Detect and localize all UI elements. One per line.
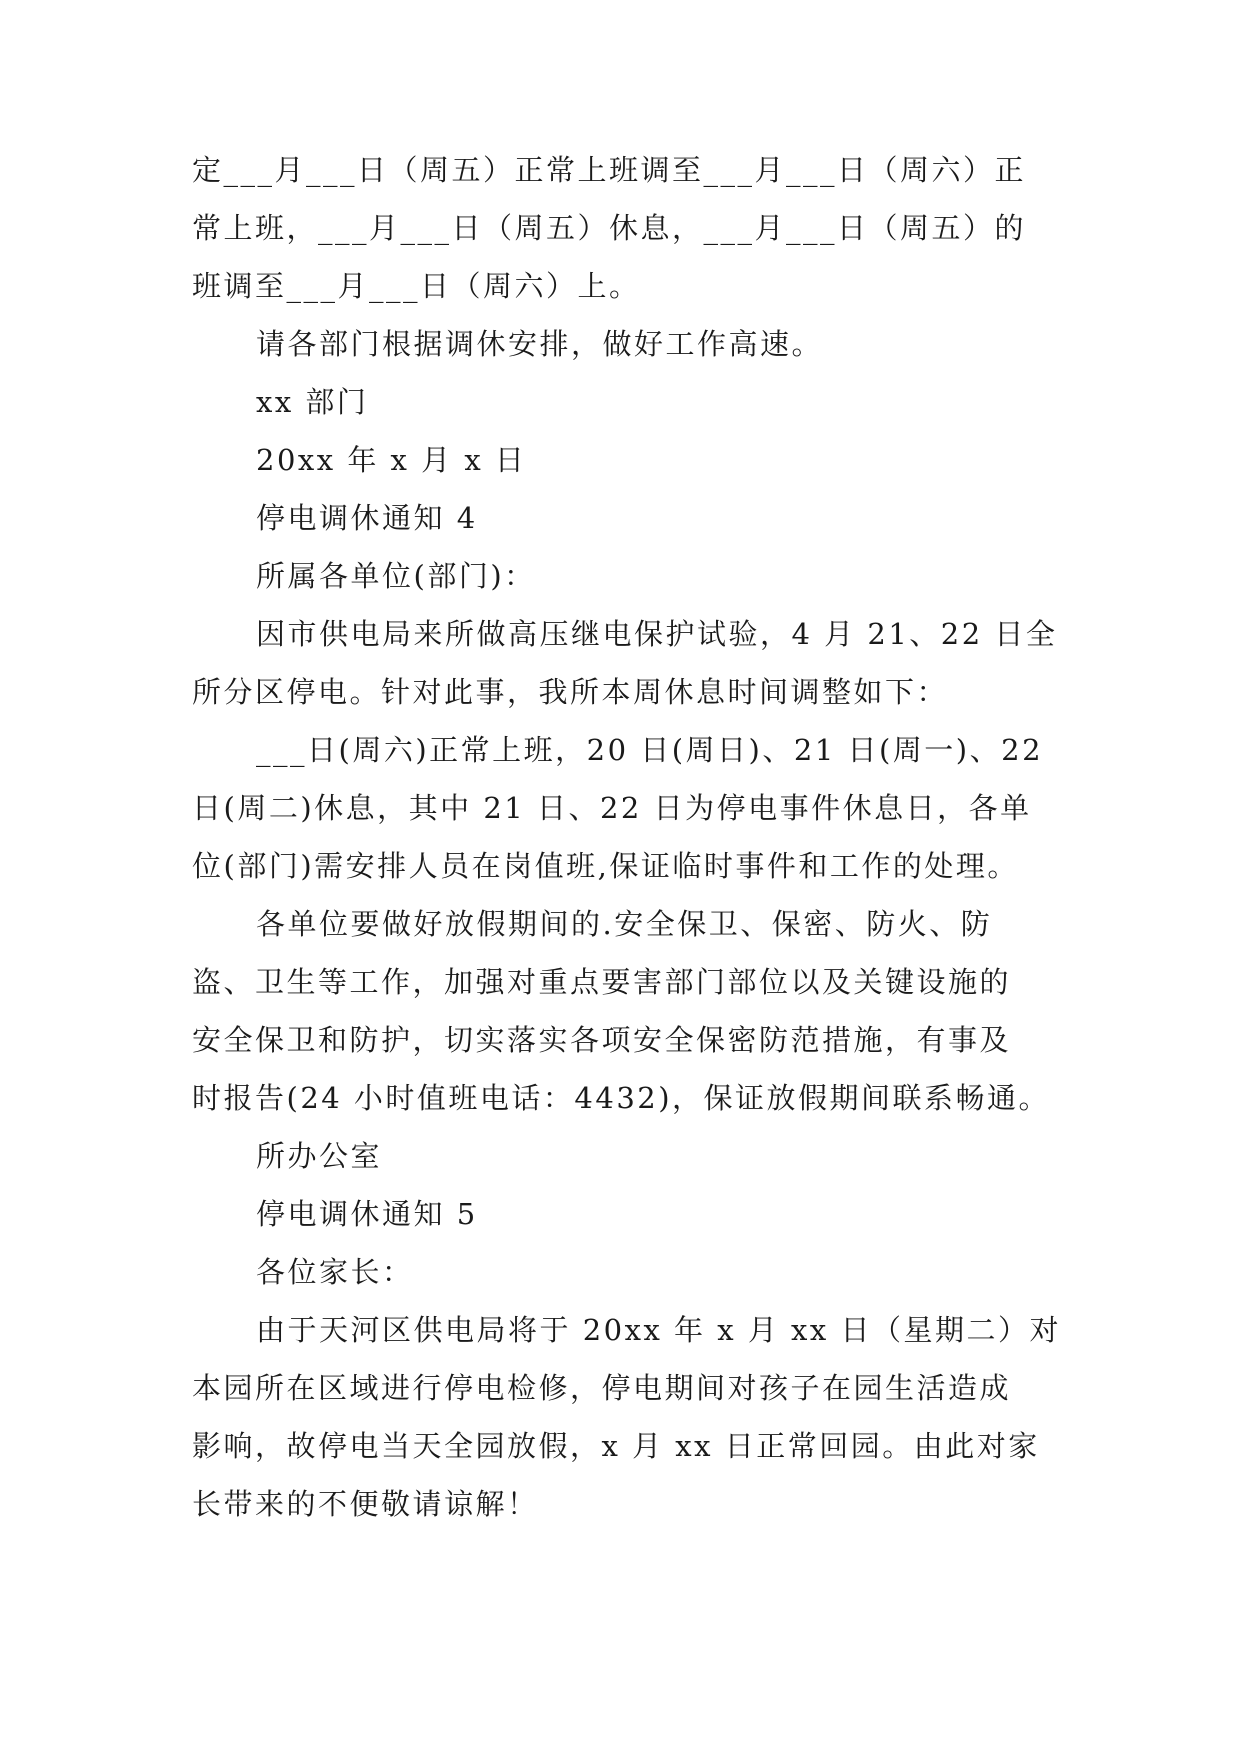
text-line: 常上班，___月___日（周五）休息，___月___日（周五）的 <box>192 211 1027 245</box>
text-line: 所属各单位(部门)： <box>256 559 536 593</box>
text-line: xx 部门 <box>256 385 369 419</box>
text-line: 班调至___月___日（周六）上。 <box>192 269 641 303</box>
section-title: 停电调休通知 5 <box>256 1197 478 1231</box>
text-line: 影响，故停电当天全园放假，x 月 xx 日正常回园。由此对家 <box>192 1429 1040 1463</box>
text-line: 各单位要做好放假期间的.安全保卫、保密、防火、防 <box>256 907 993 941</box>
text-line: 因市供电局来所做高压继电保护试验，4 月 21、22 日全 <box>256 617 1058 651</box>
text-line: 日(周二)休息，其中 21 日、22 日为停电事件休息日，各单 <box>192 791 1032 825</box>
text-line: 20xx 年 x 月 x 日 <box>256 443 527 477</box>
text-line: 所分区停电。针对此事，我所本周休息时间调整如下： <box>192 675 949 709</box>
text-line: 由于天河区供电局将于 20xx 年 x 月 xx 日（星期二）对 <box>256 1313 1061 1347</box>
text-line: 请各部门根据调休安排，做好工作高速。 <box>256 327 824 361</box>
text-line: 位(部门)需安排人员在岗值班,保证临时事件和工作的处理。 <box>192 849 1019 883</box>
text-line: 长带来的不便敬请谅解！ <box>192 1487 539 1521</box>
text-line: 时报告(24 小时值班电话：4432)，保证放假期间联系畅通。 <box>192 1081 1051 1115</box>
text-line: 各位家长： <box>256 1255 414 1289</box>
text-line: 安全保卫和防护，切实落实各项安全保密防范措施，有事及 <box>192 1023 1012 1057</box>
text-line: 所办公室 <box>256 1139 383 1173</box>
section-title: 停电调休通知 4 <box>256 501 478 535</box>
text-line: 定___月___日（周五）正常上班调至___月___日（周六）正 <box>192 153 1027 187</box>
text-line: 盗、卫生等工作，加强对重点要害部门部位以及关键设施的 <box>192 965 1012 999</box>
text-line: ___日(周六)正常上班，20 日(周日)、21 日(周一)、22 <box>256 733 1044 767</box>
text-line: 本园所在区域进行停电检修，停电期间对孩子在园生活造成 <box>192 1371 1012 1405</box>
